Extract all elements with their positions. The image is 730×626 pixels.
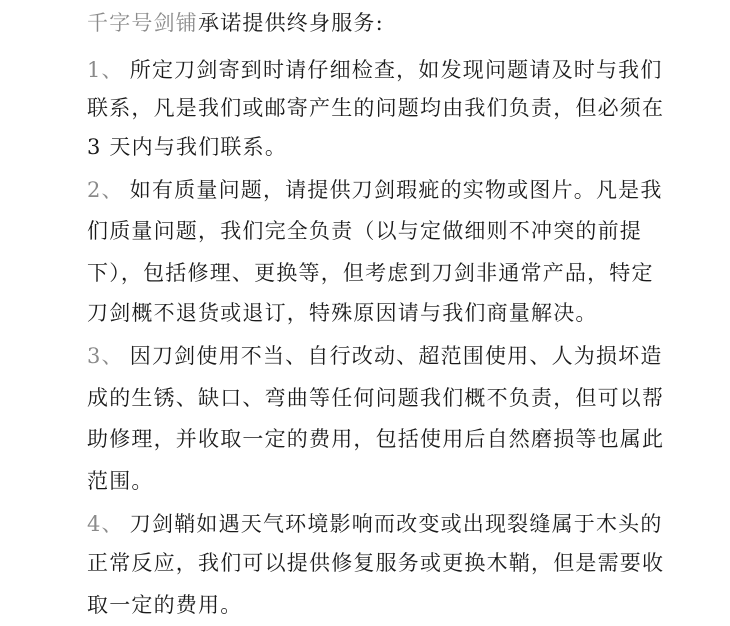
item-3-line-4: 范围。 <box>87 469 154 493</box>
item-1-line-2: 联系，凡是我们或邮寄产生的问题均由我们负责，但必须在 <box>87 96 665 120</box>
item-4-line-2: 正常反应，我们可以提供修复服务或更换木鞘，但是需要收 <box>87 551 665 575</box>
item-2-text: 如有质量问题，请提供刀剑瑕疵的实物或图片。凡是我 <box>129 178 663 202</box>
item-3-line-2: 成的生锈、缺口、弯曲等任何问题我们概不负责，但可以帮 <box>87 386 665 410</box>
shop-name: 千字号剑铺 <box>87 11 198 35</box>
item-1-number: 1、 <box>87 58 124 82</box>
item-2-line-3: 下），包括修理、更换等，但考虑到刀剑非通常产品，特定 <box>87 261 654 285</box>
item-3-text: 因刀剑使用不当、自行改动、超范围使用、人为损坏造 <box>129 344 663 368</box>
item-2-number: 2、 <box>87 178 124 202</box>
document-title <box>87 10 384 36</box>
item-4-line-1 <box>87 511 663 537</box>
item-4-line-3: 取一定的费用。 <box>87 593 243 617</box>
item-3-line-1 <box>87 343 663 369</box>
item-2-line-1 <box>87 177 663 203</box>
service-promise: 承诺提供终身服务: <box>198 11 384 35</box>
item-3-line-3: 助修理，并收取一定的费用，包括使用后自然磨损等也属此 <box>87 427 665 451</box>
item-1-line-3: 3 天内与我们联系。 <box>87 135 288 159</box>
item-4-number: 4、 <box>87 512 124 536</box>
item-3-number: 3、 <box>87 344 124 368</box>
item-2-line-2: 们质量问题，我们完全负责（以与定做细则不冲突的前提 <box>87 219 642 243</box>
item-1-line-1 <box>87 57 663 83</box>
item-2-line-4: 刀剑概不退货或退订，特殊原因请与我们商量解决。 <box>87 301 598 325</box>
item-4-text: 刀剑鞘如遇天气环境影响而改变或出现裂缝属于木头的 <box>129 512 663 536</box>
item-1-text: 所定刀剑寄到时请仔细检查，如发现问题请及时与我们 <box>129 58 663 82</box>
